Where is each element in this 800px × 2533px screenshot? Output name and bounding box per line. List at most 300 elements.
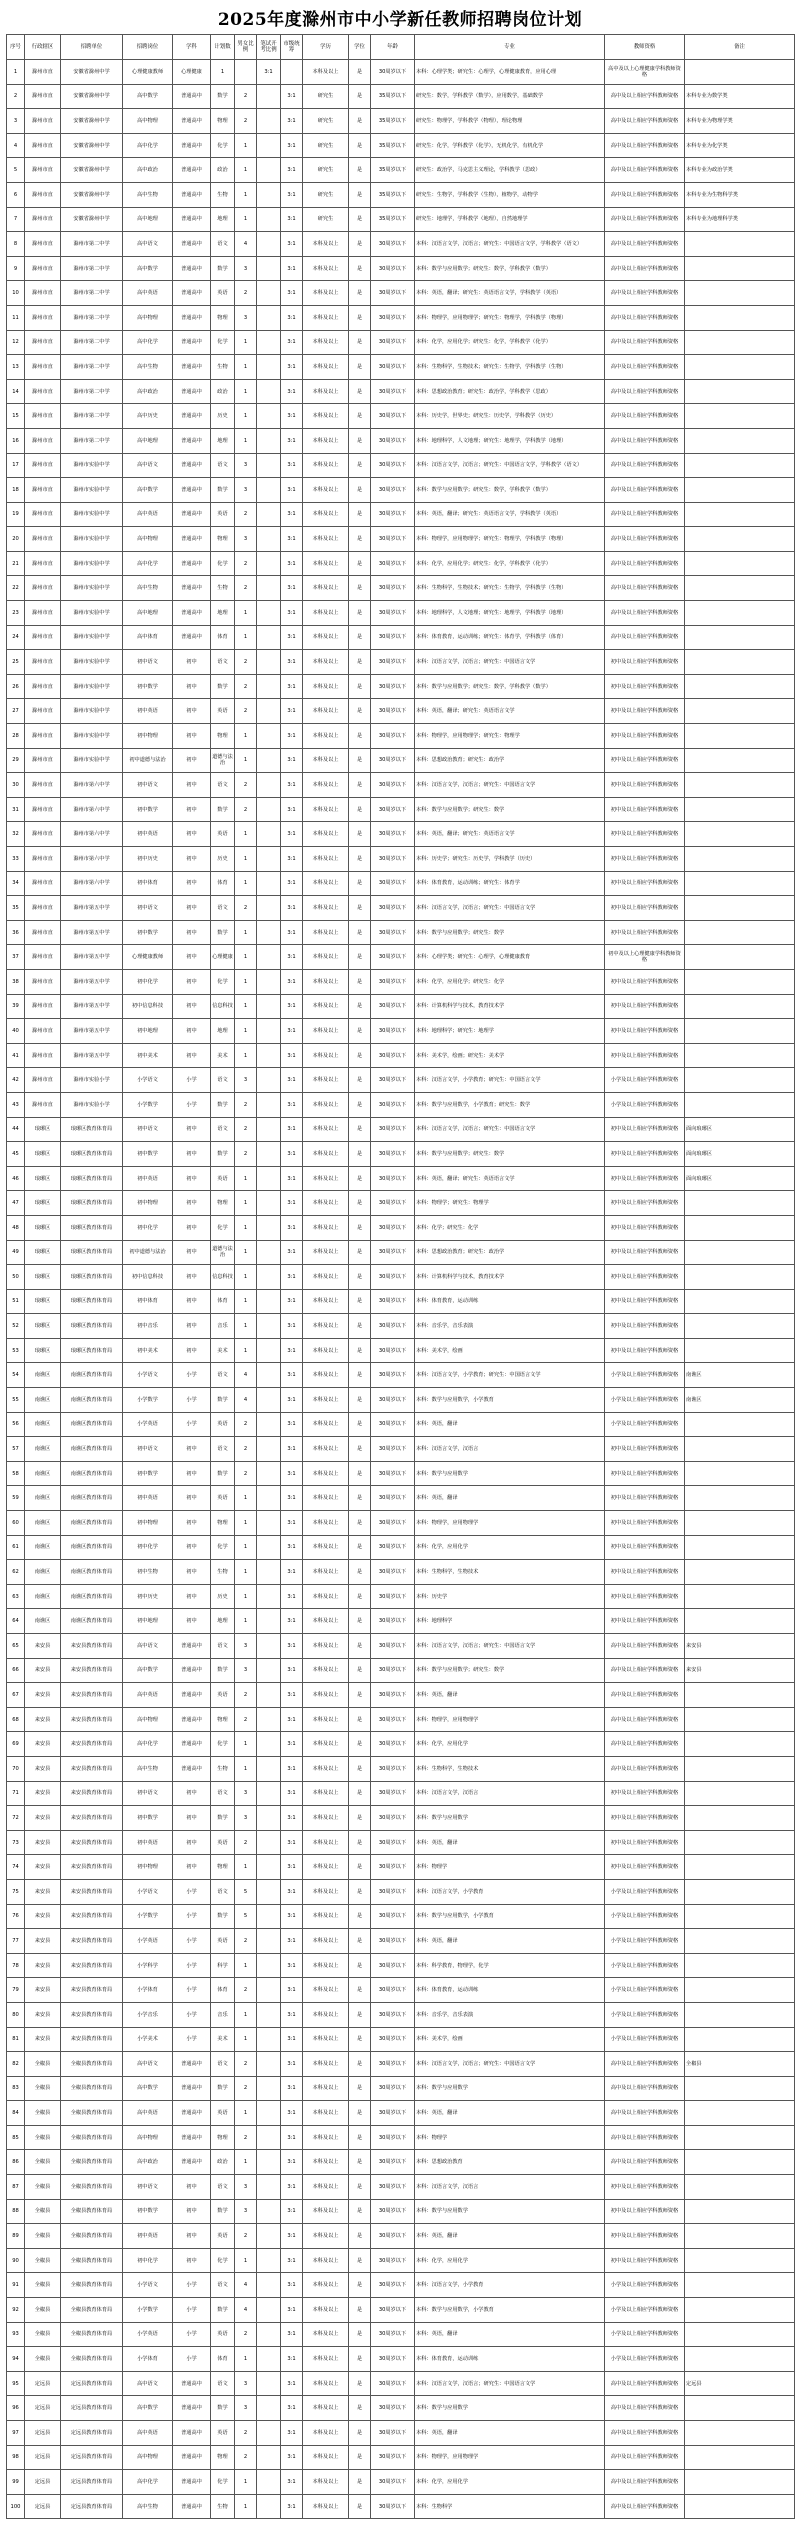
plan-count-cell: 2 — [235, 2076, 257, 2101]
age-limit-cell: 30周岁以下 — [371, 1191, 415, 1216]
table-row — [7, 2101, 795, 2126]
district-cell: 南谯区 — [25, 1388, 61, 1413]
age-limit-cell: 30周岁以下 — [371, 2445, 415, 2470]
table-row — [7, 109, 795, 134]
major-cell: 本科：心理学类；研究生：心理学，心理健康教育 — [415, 945, 605, 970]
district-cell: 滁州市直 — [25, 158, 61, 183]
certificate-cell: 高中及以上相应学科教师资格 — [605, 379, 685, 404]
employer-cell: 滁州市第五中学 — [61, 896, 123, 921]
stage-cell: 初中 — [173, 1584, 211, 1609]
certificate-cell: 高中及以上相应学科教师资格 — [605, 2150, 685, 2175]
plan-count-cell: 3 — [235, 1634, 257, 1659]
stage-cell: 普通高中 — [173, 281, 211, 306]
major-cell: 本科：汉语言文学，小学教育；研究生：中国语言文学 — [415, 1363, 605, 1388]
remark-cell: 本科专业为生物科学类 — [685, 182, 795, 207]
header-cell: 市级统筹 — [281, 35, 303, 60]
has-degree-cell: 是 — [349, 1388, 371, 1413]
degree-cell: 本科及以上 — [303, 2494, 349, 2519]
position-cell: 高中化学 — [123, 551, 173, 576]
plan-count-cell: 1 — [235, 1314, 257, 1339]
major-cell: 本科：数学与应用数学；研究生：数学，学科教学（数学） — [415, 674, 605, 699]
plan-count-cell: 1 — [235, 404, 257, 429]
exam-ratio-cell: 3:1 — [281, 182, 303, 207]
table-row — [7, 207, 795, 232]
district-cell: 来安县 — [25, 1953, 61, 1978]
subject-cell: 数学 — [211, 674, 235, 699]
certificate-cell: 小学及以上相应学科教师资格 — [605, 2347, 685, 2372]
age-limit-cell: 30周岁以下 — [371, 945, 415, 970]
degree-cell: 本科及以上 — [303, 1289, 349, 1314]
exam-ratio-cell: 3:1 — [281, 1830, 303, 1855]
remark-cell — [685, 945, 795, 970]
table-row — [7, 1166, 795, 1191]
major-cell: 本科：化学，应用化学；研究生：化学，学科教学（化学） — [415, 330, 605, 355]
row-number-cell: 22 — [7, 576, 25, 601]
district-cell: 南谯区 — [25, 1437, 61, 1462]
plan-count-cell: 1 — [235, 871, 257, 896]
position-cell: 心理健康教师 — [123, 945, 173, 970]
exam-ratio-cell: 3:1 — [281, 330, 303, 355]
row-number-cell: 23 — [7, 601, 25, 626]
certificate-cell: 小学及以上相应学科教师资格 — [605, 1953, 685, 1978]
position-cell: 初中英语 — [123, 1166, 173, 1191]
position-cell: 小学体育 — [123, 2347, 173, 2372]
has-degree-cell: 是 — [349, 502, 371, 527]
position-cell: 初中体育 — [123, 1289, 173, 1314]
stage-cell: 小学 — [173, 2347, 211, 2372]
plan-count-cell: 1 — [235, 330, 257, 355]
subject-cell: 数学 — [211, 2396, 235, 2421]
table-row — [7, 2494, 795, 2519]
stage-cell: 初中 — [173, 1535, 211, 1560]
exam-ratio-cell: 3:1 — [281, 1781, 303, 1806]
position-cell: 高中英语 — [123, 2101, 173, 2126]
row-number-cell: 44 — [7, 1117, 25, 1142]
table-row — [7, 502, 795, 527]
district-cell: 全椒县 — [25, 2076, 61, 2101]
degree-cell: 本科及以上 — [303, 1068, 349, 1093]
ratio-cell — [257, 1511, 281, 1536]
degree-cell: 研究生 — [303, 133, 349, 158]
has-degree-cell: 是 — [349, 2248, 371, 2273]
stage-cell: 普通高中 — [173, 1634, 211, 1659]
stage-cell: 普通高中 — [173, 1658, 211, 1683]
row-number-cell: 5 — [7, 158, 25, 183]
ratio-cell — [257, 1781, 281, 1806]
employer-cell: 滁州市实验中学 — [61, 453, 123, 478]
degree-cell: 本科及以上 — [303, 724, 349, 749]
plan-count-cell: 4 — [235, 1388, 257, 1413]
has-degree-cell: 是 — [349, 1929, 371, 1954]
has-degree-cell: 是 — [349, 2347, 371, 2372]
plan-count-cell: 1 — [235, 994, 257, 1019]
plan-count-cell: 1 — [235, 1511, 257, 1536]
age-limit-cell: 30周岁以下 — [371, 1338, 415, 1363]
subject-cell: 物理 — [211, 305, 235, 330]
employer-cell: 南谯区教育体育局 — [61, 1535, 123, 1560]
stage-cell: 初中 — [173, 1806, 211, 1831]
district-cell: 琅琊区 — [25, 1338, 61, 1363]
row-number-cell: 99 — [7, 2470, 25, 2495]
position-cell: 初中物理 — [123, 1855, 173, 1880]
district-cell: 滁州市直 — [25, 133, 61, 158]
certificate-cell: 小学及以上相应学科教师资格 — [605, 2322, 685, 2347]
has-degree-cell: 是 — [349, 1879, 371, 1904]
age-limit-cell: 30周岁以下 — [371, 2494, 415, 2519]
table-row — [7, 1560, 795, 1585]
age-limit-cell: 30周岁以下 — [371, 1781, 415, 1806]
table-row — [7, 2322, 795, 2347]
has-degree-cell: 是 — [349, 182, 371, 207]
age-limit-cell: 30周岁以下 — [371, 1806, 415, 1831]
remark-cell — [685, 1879, 795, 1904]
position-cell: 小学数学 — [123, 1092, 173, 1117]
age-limit-cell: 35周岁以下 — [371, 158, 415, 183]
position-cell: 初中历史 — [123, 1584, 173, 1609]
position-cell: 高中数学 — [123, 1658, 173, 1683]
district-cell: 来安县 — [25, 1781, 61, 1806]
degree-cell: 本科及以上 — [303, 404, 349, 429]
position-cell: 初中数学 — [123, 797, 173, 822]
row-number-cell: 61 — [7, 1535, 25, 1560]
has-degree-cell: 是 — [349, 2421, 371, 2446]
district-cell: 滁州市直 — [25, 453, 61, 478]
has-degree-cell: 是 — [349, 1756, 371, 1781]
stage-cell: 普通高中 — [173, 502, 211, 527]
major-cell: 本科：生物科学 — [415, 2494, 605, 2519]
has-degree-cell: 是 — [349, 1806, 371, 1831]
age-limit-cell: 30周岁以下 — [371, 601, 415, 626]
ratio-cell — [257, 969, 281, 994]
degree-cell: 本科及以上 — [303, 2371, 349, 2396]
exam-ratio-cell: 3:1 — [281, 871, 303, 896]
subject-cell: 体育 — [211, 1289, 235, 1314]
has-degree-cell: 是 — [349, 2076, 371, 2101]
subject-cell: 英语 — [211, 1929, 235, 1954]
subject-cell: 数学 — [211, 2199, 235, 2224]
district-cell: 全椒县 — [25, 2101, 61, 2126]
ratio-cell — [257, 1215, 281, 1240]
position-cell: 小学体育 — [123, 1978, 173, 2003]
age-limit-cell: 30周岁以下 — [371, 576, 415, 601]
stage-cell: 初中 — [173, 650, 211, 675]
degree-cell: 本科及以上 — [303, 1634, 349, 1659]
plan-count-cell: 3 — [235, 256, 257, 281]
row-number-cell: 4 — [7, 133, 25, 158]
subject-cell: 数学 — [211, 2298, 235, 2323]
row-number-cell: 30 — [7, 773, 25, 798]
major-cell: 本科：英语，翻译；研究生：英语语言文学 — [415, 1166, 605, 1191]
plan-count-cell: 2 — [235, 773, 257, 798]
major-cell: 本科：科学教育，物理学，化学 — [415, 1953, 605, 1978]
stage-cell: 小学 — [173, 1388, 211, 1413]
district-cell: 全椒县 — [25, 2175, 61, 2200]
row-number-cell: 89 — [7, 2224, 25, 2249]
employer-cell: 来安县教育体育局 — [61, 1978, 123, 2003]
position-cell: 初中化学 — [123, 969, 173, 994]
remark-cell — [685, 920, 795, 945]
position-cell: 高中物理 — [123, 1707, 173, 1732]
row-number-cell: 43 — [7, 1092, 25, 1117]
certificate-cell: 初中及以上相应学科教师资格 — [605, 2175, 685, 2200]
exam-ratio-cell: 3:1 — [281, 2248, 303, 2273]
exam-ratio-cell: 3:1 — [281, 994, 303, 1019]
plan-count-cell: 1 — [235, 1560, 257, 1585]
ratio-cell — [257, 2470, 281, 2495]
major-cell: 本科：汉语言文学，汉语言 — [415, 1781, 605, 1806]
major-cell: 本科：生物科学，生物技术 — [415, 1756, 605, 1781]
degree-cell: 本科及以上 — [303, 1412, 349, 1437]
degree-cell: 本科及以上 — [303, 2322, 349, 2347]
has-degree-cell: 是 — [349, 1707, 371, 1732]
exam-ratio-cell: 3:1 — [281, 1043, 303, 1068]
subject-cell: 物理 — [211, 1707, 235, 1732]
exam-ratio-cell: 3:1 — [281, 232, 303, 257]
plan-count-cell: 2 — [235, 674, 257, 699]
remark-cell — [685, 2076, 795, 2101]
remark-cell: 本科专业为物理学类 — [685, 109, 795, 134]
certificate-cell: 初中及以上相应学科教师资格 — [605, 2199, 685, 2224]
exam-ratio-cell: 3:1 — [281, 1756, 303, 1781]
degree-cell: 本科及以上 — [303, 1879, 349, 1904]
exam-ratio-cell: 3:1 — [281, 1511, 303, 1536]
subject-cell: 物理 — [211, 109, 235, 134]
employer-cell: 来安县教育体育局 — [61, 1634, 123, 1659]
employer-cell: 滁州市实验中学 — [61, 576, 123, 601]
remark-cell — [685, 650, 795, 675]
remark-cell: 全椒县 — [685, 2052, 795, 2077]
exam-ratio-cell: 3:1 — [281, 502, 303, 527]
remark-cell — [685, 1019, 795, 1044]
ratio-cell — [257, 2101, 281, 2126]
major-cell: 本科：生物科学，生物技术；研究生：生物学，学科教学（生物） — [415, 576, 605, 601]
major-cell: 本科：汉语言文学，小学教育 — [415, 2273, 605, 2298]
has-degree-cell: 是 — [349, 2052, 371, 2077]
remark-cell — [685, 1486, 795, 1511]
row-number-cell: 70 — [7, 1756, 25, 1781]
age-limit-cell: 30周岁以下 — [371, 1437, 415, 1462]
employer-cell: 南谯区教育体育局 — [61, 1412, 123, 1437]
degree-cell: 本科及以上 — [303, 2396, 349, 2421]
exam-ratio-cell: 3:1 — [281, 1191, 303, 1216]
age-limit-cell: 30周岁以下 — [371, 1707, 415, 1732]
plan-count-cell: 1 — [235, 182, 257, 207]
employer-cell: 来安县教育体育局 — [61, 1781, 123, 1806]
table-row — [7, 1707, 795, 1732]
plan-count-cell: 1 — [235, 1609, 257, 1634]
age-limit-cell: 30周岁以下 — [371, 2125, 415, 2150]
major-cell: 本科：体育教育，运动训练；研究生：体育学，学科教学（体育） — [415, 625, 605, 650]
employer-cell: 滁州市实验中学 — [61, 724, 123, 749]
table-row — [7, 847, 795, 872]
district-cell: 来安县 — [25, 1879, 61, 1904]
stage-cell: 初中 — [173, 1019, 211, 1044]
exam-ratio-cell: 3:1 — [281, 748, 303, 773]
row-number-cell: 54 — [7, 1363, 25, 1388]
subject-cell: 数学 — [211, 797, 235, 822]
certificate-cell: 小学及以上相应学科教师资格 — [605, 1412, 685, 1437]
district-cell: 全椒县 — [25, 2224, 61, 2249]
has-degree-cell: 是 — [349, 2322, 371, 2347]
ratio-cell — [257, 1166, 281, 1191]
ratio-cell — [257, 551, 281, 576]
certificate-cell: 初中及以上相应学科教师资格 — [605, 1855, 685, 1880]
certificate-cell: 高中及以上相应学科教师资格 — [605, 330, 685, 355]
employer-cell: 滁州市实验中学 — [61, 748, 123, 773]
ratio-cell — [257, 1461, 281, 1486]
stage-cell: 普通高中 — [173, 601, 211, 626]
age-limit-cell: 30周岁以下 — [371, 2027, 415, 2052]
position-cell: 高中历史 — [123, 404, 173, 429]
degree-cell: 本科及以上 — [303, 60, 349, 85]
certificate-cell: 初中及以上相应学科教师资格 — [605, 748, 685, 773]
has-degree-cell: 是 — [349, 650, 371, 675]
header-cell: 序号 — [7, 35, 25, 60]
employer-cell: 来安县教育体育局 — [61, 2002, 123, 2027]
stage-cell: 普通高中 — [173, 133, 211, 158]
table-row — [7, 797, 795, 822]
position-cell: 初中英语 — [123, 2224, 173, 2249]
subject-cell: 体育 — [211, 871, 235, 896]
major-cell: 本科：心理学类；研究生：心理学，心理健康教育，应用心理 — [415, 60, 605, 85]
age-limit-cell: 30周岁以下 — [371, 1363, 415, 1388]
age-limit-cell: 30周岁以下 — [371, 1683, 415, 1708]
district-cell: 滁州市直 — [25, 355, 61, 380]
stage-cell: 普通高中 — [173, 2371, 211, 2396]
position-cell: 初中物理 — [123, 1191, 173, 1216]
exam-ratio-cell: 3:1 — [281, 1634, 303, 1659]
exam-ratio-cell: 3:1 — [281, 1092, 303, 1117]
has-degree-cell: 是 — [349, 994, 371, 1019]
plan-count-cell: 1 — [235, 724, 257, 749]
certificate-cell: 初中及以上相应学科教师资格 — [605, 2224, 685, 2249]
certificate-cell: 初中及以上相应学科教师资格 — [605, 1781, 685, 1806]
table-row — [7, 2421, 795, 2446]
header-cell: 招聘岗位 — [123, 35, 173, 60]
row-number-cell: 69 — [7, 1732, 25, 1757]
row-number-cell: 90 — [7, 2248, 25, 2273]
has-degree-cell: 是 — [349, 1043, 371, 1068]
exam-ratio-cell: 3:1 — [281, 1142, 303, 1167]
degree-cell: 本科及以上 — [303, 1904, 349, 1929]
subject-cell: 物理 — [211, 1191, 235, 1216]
district-cell: 定远县 — [25, 2371, 61, 2396]
district-cell: 全椒县 — [25, 2273, 61, 2298]
subject-cell: 道德与法治 — [211, 748, 235, 773]
age-limit-cell: 30周岁以下 — [371, 871, 415, 896]
position-cell: 高中数学 — [123, 2396, 173, 2421]
subject-cell: 道德与法治 — [211, 1240, 235, 1265]
age-limit-cell: 30周岁以下 — [371, 1756, 415, 1781]
degree-cell: 本科及以上 — [303, 699, 349, 724]
stage-cell: 初中 — [173, 1338, 211, 1363]
plan-count-cell: 5 — [235, 1904, 257, 1929]
plan-count-cell: 4 — [235, 2298, 257, 2323]
table-row — [7, 699, 795, 724]
district-cell: 来安县 — [25, 1658, 61, 1683]
plan-count-cell: 2 — [235, 1978, 257, 2003]
ratio-cell — [257, 1978, 281, 2003]
exam-ratio-cell: 3:1 — [281, 1658, 303, 1683]
table-row — [7, 576, 795, 601]
district-cell: 来安县 — [25, 2002, 61, 2027]
certificate-cell: 高中及以上相应学科教师资格 — [605, 1756, 685, 1781]
ratio-cell — [257, 822, 281, 847]
employer-cell: 滁州市第五中学 — [61, 945, 123, 970]
table-row — [7, 1043, 795, 1068]
has-degree-cell: 是 — [349, 1437, 371, 1462]
stage-cell: 初中 — [173, 2224, 211, 2249]
age-limit-cell: 30周岁以下 — [371, 650, 415, 675]
district-cell: 滁州市直 — [25, 994, 61, 1019]
certificate-cell: 初中及以上相应学科教师资格 — [605, 1117, 685, 1142]
plan-count-cell: 1 — [235, 2002, 257, 2027]
certificate-cell: 小学及以上相应学科教师资格 — [605, 1929, 685, 1954]
row-number-cell: 88 — [7, 2199, 25, 2224]
remark-cell: 来安县 — [685, 1634, 795, 1659]
position-cell: 高中物理 — [123, 305, 173, 330]
subject-cell: 语文 — [211, 650, 235, 675]
employer-cell: 琅琊区教育体育局 — [61, 1314, 123, 1339]
exam-ratio-cell: 3:1 — [281, 1314, 303, 1339]
employer-cell: 来安县教育体育局 — [61, 1879, 123, 1904]
exam-ratio-cell: 3:1 — [281, 1707, 303, 1732]
has-degree-cell: 是 — [349, 305, 371, 330]
age-limit-cell: 30周岁以下 — [371, 232, 415, 257]
table-row — [7, 1142, 795, 1167]
degree-cell: 本科及以上 — [303, 2002, 349, 2027]
ratio-cell — [257, 1363, 281, 1388]
stage-cell: 普通高中 — [173, 1707, 211, 1732]
stage-cell: 小学 — [173, 1879, 211, 1904]
position-cell: 高中地理 — [123, 601, 173, 626]
ratio-cell — [257, 1806, 281, 1831]
exam-ratio-cell: 3:1 — [281, 2273, 303, 2298]
major-cell: 本科：体育教育，运动训练 — [415, 2347, 605, 2372]
has-degree-cell: 是 — [349, 920, 371, 945]
major-cell: 本科：美术学，绘画；研究生：美术学 — [415, 1043, 605, 1068]
table-row — [7, 1732, 795, 1757]
degree-cell: 研究生 — [303, 109, 349, 134]
certificate-cell: 初中及以上相应学科教师资格 — [605, 650, 685, 675]
position-cell: 高中生物 — [123, 576, 173, 601]
certificate-cell: 初中及以上相应学科教师资格 — [605, 920, 685, 945]
subject-cell: 英语 — [211, 699, 235, 724]
row-number-cell: 17 — [7, 453, 25, 478]
major-cell: 本科：物理学，应用物理学；研究生：物理学，学科教学（物理） — [415, 527, 605, 552]
row-number-cell: 28 — [7, 724, 25, 749]
age-limit-cell: 30周岁以下 — [371, 674, 415, 699]
has-degree-cell: 是 — [349, 2371, 371, 2396]
degree-cell: 本科及以上 — [303, 1314, 349, 1339]
district-cell: 全椒县 — [25, 2125, 61, 2150]
degree-cell: 本科及以上 — [303, 650, 349, 675]
table-row — [7, 2445, 795, 2470]
major-cell: 研究生：物理学，学科教学（物理），理论物理 — [415, 109, 605, 134]
degree-cell: 本科及以上 — [303, 1756, 349, 1781]
has-degree-cell: 是 — [349, 969, 371, 994]
stage-cell: 初中 — [173, 1437, 211, 1462]
row-number-cell: 1 — [7, 60, 25, 85]
has-degree-cell: 是 — [349, 871, 371, 896]
position-cell: 初中语文 — [123, 2175, 173, 2200]
row-number-cell: 8 — [7, 232, 25, 257]
major-cell: 本科：数学与应用数学；研究生：数学 — [415, 1658, 605, 1683]
table-row — [7, 1634, 795, 1659]
row-number-cell: 15 — [7, 404, 25, 429]
subject-cell: 1 — [211, 60, 235, 85]
district-cell: 南谯区 — [25, 1560, 61, 1585]
